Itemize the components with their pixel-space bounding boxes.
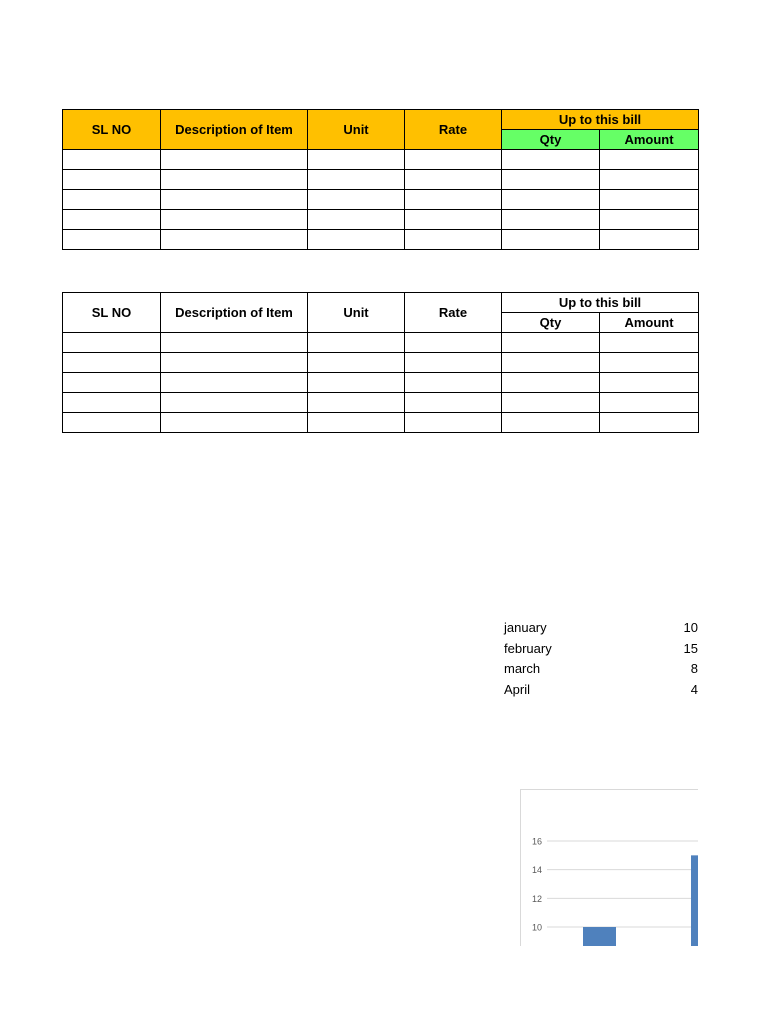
table-cell[interactable]: [600, 393, 699, 413]
table-row: [63, 393, 699, 413]
table-cell[interactable]: [405, 190, 502, 210]
table-cell[interactable]: [502, 210, 600, 230]
header-qty: Qty: [502, 130, 600, 150]
table-cell[interactable]: [63, 393, 161, 413]
header-description: Description of Item: [161, 110, 308, 150]
bill-table-colored: [62, 109, 699, 250]
table-cell[interactable]: [308, 210, 405, 230]
table-cell[interactable]: [405, 353, 502, 373]
table-cell[interactable]: [161, 413, 308, 433]
table-row: [63, 413, 699, 433]
table-cell[interactable]: [63, 150, 161, 170]
data-row: [504, 682, 698, 703]
header-description: Description of Item: [161, 293, 308, 333]
header-amount: Amount: [600, 130, 699, 150]
header-amount: Amount: [600, 313, 699, 333]
table-cell[interactable]: [502, 373, 600, 393]
header-up-to-this-bill: Up to this bill: [502, 110, 699, 130]
table-cell[interactable]: [63, 190, 161, 210]
table-cell[interactable]: [308, 190, 405, 210]
table-cell[interactable]: [308, 393, 405, 413]
table-cell[interactable]: [600, 373, 699, 393]
header-unit: Unit: [308, 293, 405, 333]
table-cell[interactable]: [405, 210, 502, 230]
data-row: [504, 641, 698, 662]
table-cell[interactable]: [405, 150, 502, 170]
table-cell[interactable]: [600, 190, 699, 210]
month-label: january: [504, 620, 547, 635]
table-cell[interactable]: [600, 333, 699, 353]
table-cell[interactable]: [502, 150, 600, 170]
header-sl-no: SL NO: [63, 293, 161, 333]
month-label: April: [504, 681, 531, 697]
table-cell[interactable]: [600, 150, 699, 170]
table-cell[interactable]: [308, 230, 405, 250]
table-cell[interactable]: [63, 230, 161, 250]
table-cell[interactable]: [63, 170, 161, 190]
table-cell[interactable]: [161, 333, 308, 353]
bill-table-plain: [62, 292, 699, 433]
table-cell[interactable]: [63, 353, 161, 373]
table-cell[interactable]: [502, 413, 600, 433]
table-cell[interactable]: [308, 373, 405, 393]
header-rate: Rate: [405, 293, 502, 333]
month-value: 8: [690, 661, 698, 676]
table-cell[interactable]: [600, 413, 699, 433]
table-cell[interactable]: [161, 210, 308, 230]
month-label: february: [504, 640, 552, 656]
header-qty: Qty: [502, 313, 600, 333]
table-cell[interactable]: [502, 353, 600, 373]
header-sl-no: SL NO: [63, 110, 161, 150]
bar-january: [583, 927, 616, 946]
y-tick-label: 16: [531, 836, 542, 847]
table-row: [63, 230, 699, 250]
table-cell[interactable]: [308, 353, 405, 373]
table-cell[interactable]: [308, 413, 405, 433]
table-row: [63, 170, 699, 190]
bar-february: [691, 855, 698, 946]
table-cell[interactable]: [405, 333, 502, 353]
table-cell[interactable]: [502, 230, 600, 250]
month-data-list: [504, 620, 698, 702]
y-tick-label: 10: [531, 922, 542, 933]
table-cell[interactable]: [308, 150, 405, 170]
header-up-to-this-bill: Up to this bill: [502, 293, 699, 313]
bar-chart: [520, 789, 698, 946]
table-cell[interactable]: [502, 393, 600, 413]
header-rate: Rate: [405, 110, 502, 150]
table-row: [63, 373, 699, 393]
table-cell[interactable]: [161, 170, 308, 190]
table-row: [63, 210, 699, 230]
table-row: [63, 333, 699, 353]
table-cell[interactable]: [405, 393, 502, 413]
table-row: [63, 353, 699, 373]
table-cell[interactable]: [600, 353, 699, 373]
table-cell[interactable]: [600, 210, 699, 230]
data-row: [504, 620, 698, 641]
table-cell[interactable]: [161, 150, 308, 170]
month-value: 15: [683, 640, 698, 656]
table-cell[interactable]: [63, 413, 161, 433]
table-cell[interactable]: [161, 190, 308, 210]
table-cell[interactable]: [502, 170, 600, 190]
table-cell[interactable]: [600, 230, 699, 250]
header-unit: Unit: [308, 110, 405, 150]
table-cell[interactable]: [600, 170, 699, 190]
table-cell[interactable]: [308, 170, 405, 190]
table-cell[interactable]: [405, 373, 502, 393]
table-cell[interactable]: [405, 230, 502, 250]
y-tick-label: 14: [531, 865, 542, 876]
month-value: 4: [690, 681, 698, 697]
table-cell[interactable]: [63, 210, 161, 230]
table-cell[interactable]: [502, 190, 600, 210]
month-label: march: [504, 661, 541, 676]
data-row: [504, 661, 698, 682]
table-cell[interactable]: [405, 170, 502, 190]
table-row: [63, 190, 699, 210]
table-cell[interactable]: [502, 333, 600, 353]
chart-border: [521, 790, 699, 947]
table-cell[interactable]: [308, 333, 405, 353]
table-cell[interactable]: [405, 413, 502, 433]
table-cell[interactable]: [161, 353, 308, 373]
table-cell[interactable]: [161, 393, 308, 413]
table-cell[interactable]: [63, 373, 161, 393]
table-cell[interactable]: [63, 333, 161, 353]
table-cell[interactable]: [161, 373, 308, 393]
y-tick-label: 12: [531, 893, 542, 904]
table-cell[interactable]: [161, 230, 308, 250]
month-value: 10: [683, 620, 698, 635]
table-row: [63, 150, 699, 170]
